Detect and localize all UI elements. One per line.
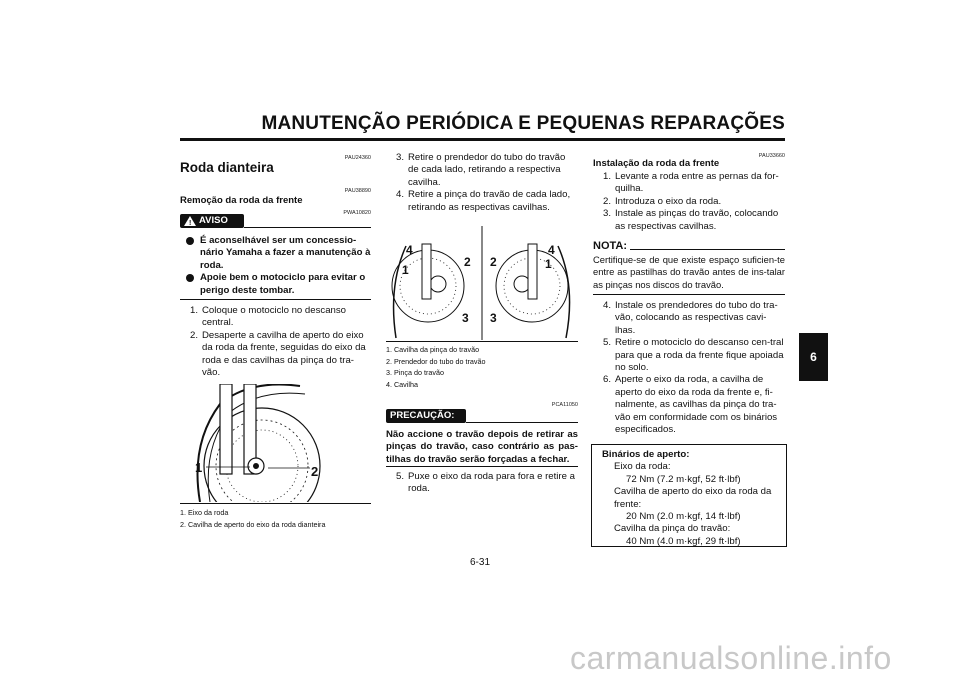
nota-end-rule: [593, 294, 785, 295]
aviso-badge: [180, 214, 244, 228]
caption: 4. Cavilha: [386, 379, 418, 389]
section-heading: Roda dianteira: [180, 160, 274, 175]
subsection-code: PAU38890: [344, 188, 371, 194]
step-item: 5. Puxe o eixo da roda para fora e retire a roda.: [395, 471, 575, 495]
torque-value: 72 Nm (7.2 m·kgf, 52 ft·lbf): [626, 473, 741, 485]
caution-end-rule: [386, 466, 578, 467]
warning-list: [186, 235, 371, 297]
section-code: PAU24360: [344, 155, 371, 161]
fig-label: 4: [548, 243, 555, 257]
torque-title: Binários de aperto:: [602, 449, 690, 460]
fig-label: 1: [545, 257, 552, 271]
step-item: 4. Retire a pinça do travão de cada lado, retirando as respectivas cavilhas.: [395, 189, 571, 213]
install-heading: Instalação da roda da frente: [593, 158, 720, 169]
step-item: 2. Desaperte a cavilha de aperto do eixo da roda da frente, seguidas do eixo da roda e das cavilhas da pinça do tra-vão.: [189, 329, 366, 379]
nota-rule: [630, 249, 785, 250]
torque-line: Cavilha da pinça do travão:: [614, 523, 731, 535]
caption: 2. Prendedor do tubo do travão: [386, 356, 486, 366]
bullet-icon: [186, 274, 194, 282]
fig-label: 1: [195, 460, 203, 475]
header-rule: [180, 138, 785, 141]
aviso-label: AVISO: [199, 215, 228, 226]
chapter-tab: 6: [799, 333, 828, 381]
fig-label: 2: [464, 255, 471, 269]
step-item: 4. Instale os prendedores do tubo do tra-vão, colocando as respectivas cavi-lhas.: [602, 300, 778, 336]
install-code: PAU33660: [758, 153, 785, 159]
caution-label: PRECAUÇÃO:: [390, 410, 455, 421]
warning-item: Apoie bem o motociclo para evitar o perigo deste tombar.: [186, 272, 371, 297]
step-item: 1. Coloque o motociclo no descanso central.: [189, 305, 346, 329]
step-item: 3. Retire o prendedor do tubo do travão de cada lado, retirando a respectiva cavilha.: [395, 152, 566, 188]
caliper-steps: [386, 152, 578, 214]
install-steps-2: [593, 300, 785, 436]
warning-item: É aconselhável ser um concessio-nário Yamaha a fazer a manutenção à roda.: [186, 235, 371, 272]
caption: 1. Eixo da roda: [180, 508, 229, 517]
subsection-heading: Remoção da roda da frente: [180, 195, 303, 206]
fig-label: 3: [462, 311, 469, 325]
caption: 1. Cavilha da pinça do travão: [386, 345, 480, 354]
fig-label: 4: [406, 243, 413, 257]
fig-label: 1: [402, 263, 409, 277]
torque-box: [591, 444, 787, 547]
caution-text: Não accione o travão depois de retirar as pinças do travão, caso contrário as pas-tilhas do travão serão forçadas a fechar.: [386, 429, 578, 465]
step-item: 5. Retire o motociclo do descanso cen-tral para que a roda da frente fique apoiada no solo.: [602, 337, 784, 374]
caption: 2. Cavilha de aperto do eixo da roda dianteira: [180, 519, 326, 529]
install-steps: [593, 171, 785, 233]
caution-badge: [386, 409, 466, 423]
fig-label: 3: [490, 311, 497, 325]
torque-line: Cavilha de aperto do eixo da roda da frente:: [614, 486, 772, 510]
figure-captions: [180, 507, 380, 530]
step-item: 3. Instale as pinças do travão, colocando as respectivas cavilhas.: [602, 208, 779, 232]
page-number: 6-31: [470, 557, 491, 568]
caution-rule: [466, 422, 578, 423]
aviso-rule: [244, 227, 371, 228]
figure-rule: [180, 503, 371, 504]
caliper-illustration: [386, 226, 578, 340]
warning-triangle-icon: [183, 215, 197, 227]
warning-end-rule: [180, 299, 371, 300]
caution-code: PCA11050: [551, 402, 578, 408]
torque-value: 40 Nm (4.0 m·kgf, 29 ft·lbf): [626, 535, 741, 547]
step-item: 1. Levante a roda entre as pernas da for-quilha.: [602, 171, 779, 195]
fig-label: 2: [311, 464, 319, 479]
removal-steps: [180, 305, 371, 379]
nota-text: Certifique-se de que existe espaço suficien-te entre as pastilhas do travão antes de ins-talar as pinças nos discos do travão.: [593, 254, 785, 290]
warning-code: PWA10820: [343, 210, 371, 216]
svg-text:!: !: [189, 220, 192, 227]
fig-label: 2: [490, 255, 497, 269]
figure-rule: [386, 341, 578, 342]
step-5: [386, 471, 578, 496]
caption: 3. Pinça do travão: [386, 368, 444, 377]
torque-line: Eixo da roda:: [614, 461, 671, 473]
bullet-icon: [186, 237, 194, 245]
front-wheel-illustration: [180, 384, 370, 502]
step-item: 6. Aperte o eixo da roda, a cavilha de aperto do eixo da roda da frente e, fi-nalmente, as cavilhas da pinça do tra-vão em conformidade com os binários especificados.: [602, 374, 778, 436]
nota-label: NOTA:: [593, 240, 628, 252]
torque-value: 20 Nm (2.0 m·kgf, 14 ft·lbf): [626, 511, 741, 523]
step-item: 2. Introduza o eixo da roda.: [602, 195, 722, 207]
page-title: MANUTENÇÃO PERIÓDICA E PEQUENAS REPARAÇÕES: [261, 113, 785, 134]
figure-captions: [386, 344, 578, 390]
watermark: carmanualsonline.info: [570, 640, 892, 676]
